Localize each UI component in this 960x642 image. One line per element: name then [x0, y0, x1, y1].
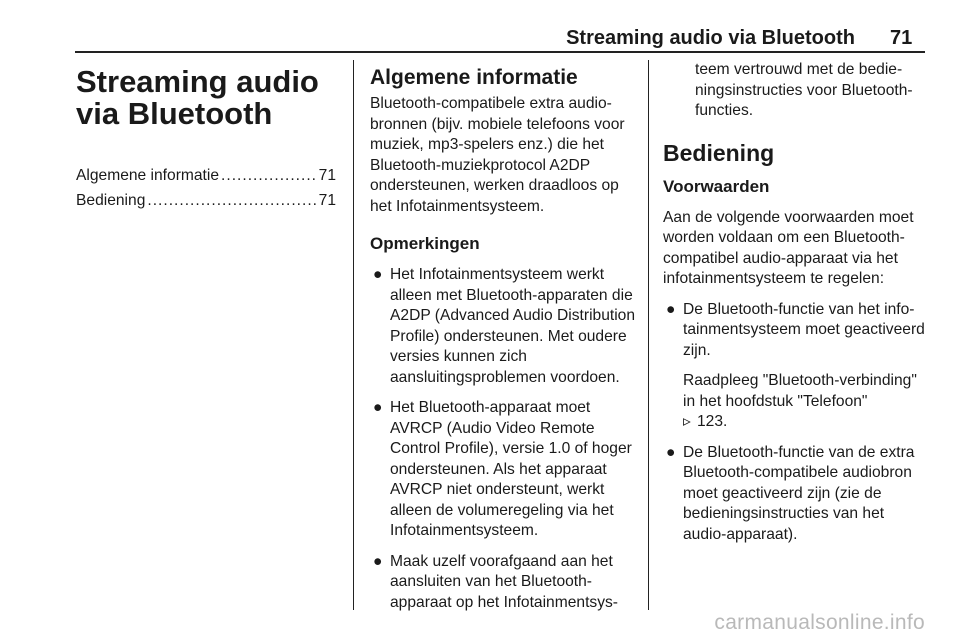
list-item: [370, 398, 638, 542]
subheading: Voorwaarden: [663, 176, 770, 196]
section-heading: Algemene informatie: [370, 66, 578, 89]
list-item-text: Maak uzelf voorafgaand aan het aansluiten van het Bluetooth-apparaat op het Infotainmentsys-: [390, 552, 618, 611]
list-item: [663, 443, 928, 546]
list-item-text: De Bluetooth-functie van de extra Bluetooth-compatibele audiobron moet geactiveerd zijn (zie de bedieningsinstructies van het audio-apparaat).: [683, 443, 915, 543]
bullet-icon: ●: [373, 399, 383, 416]
toc-entry[interactable]: [76, 191, 336, 212]
header-rule: [75, 51, 925, 53]
toc-leader-dots: [221, 166, 317, 187]
page-number: 71: [890, 27, 913, 49]
watermark: carmanualsonline.info: [714, 611, 925, 634]
bullet-icon: ●: [666, 443, 676, 461]
toc-entry-page: 71: [318, 167, 336, 184]
bullet-icon: ●: [373, 552, 383, 570]
list-item-text: Het Bluetooth-apparaat moet AVRCP (Audio Video Remote Control Profile), versie 1.0 of hoger ondersteunen. Als het apparaat AVRCP niet ondersteunt, werkt alleen de volumeregeling via het Infotainmentsysteem.: [390, 399, 632, 539]
toc-entry-page: 71: [318, 191, 336, 209]
toc-entry-label: Bediening: [76, 191, 146, 209]
cross-reference-text: Raadpleeg "Bluetooth-verbinding" in het hoofdstuk "Telefoon": [683, 372, 917, 410]
header-title: Streaming audio via Bluetooth: [566, 27, 855, 49]
list-item-text: Het Infotainmentsysteem werkt alleen met Bluetooth-apparaten die A2DP (Advanced Audio Distribution Profile) ondersteunen. Met oudere versies kunnen zich aansluitingsproblemen voordoen.: [390, 266, 636, 386]
notes-list: [370, 265, 638, 613]
toc-leader-dots: [147, 191, 316, 212]
cross-reference-page: 123.: [697, 413, 728, 430]
column-divider-left: [353, 60, 354, 610]
list-item: [370, 552, 638, 614]
column-toc: [76, 60, 336, 215]
bullet-icon: ●: [373, 266, 383, 283]
column-general-info: [370, 60, 638, 623]
intro-paragraph: Bluetooth-compatibele extra audiobronnen (bijv. mobiele telefoons voor muziek, mp3-spelers enz.) die het Bluetooth-muziekprotocol A2DP ondersteunen, werken draadloos op het Infotainmentsysteem.: [370, 95, 625, 215]
column-operation: [663, 60, 928, 555]
page-header: [0, 0, 960, 54]
requirements-list: [663, 300, 928, 546]
section-heading: Bediening: [663, 139, 775, 166]
bullet-icon: ●: [666, 300, 676, 318]
list-item-text: De Bluetooth-functie van het infotainmentsysteem moet geactiveerd zijn.: [683, 300, 925, 359]
cross-reference[interactable]: [683, 371, 928, 433]
intro-paragraph: Aan de volgende voorwaarden moet worden voldaan om een Bluetooth-compatibel audio-apparaat via het infotainmentsysteem te regelen:: [663, 208, 914, 287]
arrow-right-icon: ▹: [683, 413, 691, 430]
notes-heading: Opmerkingen: [370, 234, 480, 253]
toc-entry[interactable]: [76, 166, 336, 187]
chapter-title: Streaming audio via Bluetooth: [76, 64, 319, 131]
continuation-text: teem vertrouwd met de bedieningsinstructies voor Bluetooth-functies.: [695, 61, 913, 119]
list-item: [370, 265, 638, 388]
column-divider-right: [648, 60, 649, 610]
toc-entry-label: Algemene informatie: [76, 167, 220, 184]
list-item: [663, 300, 928, 433]
